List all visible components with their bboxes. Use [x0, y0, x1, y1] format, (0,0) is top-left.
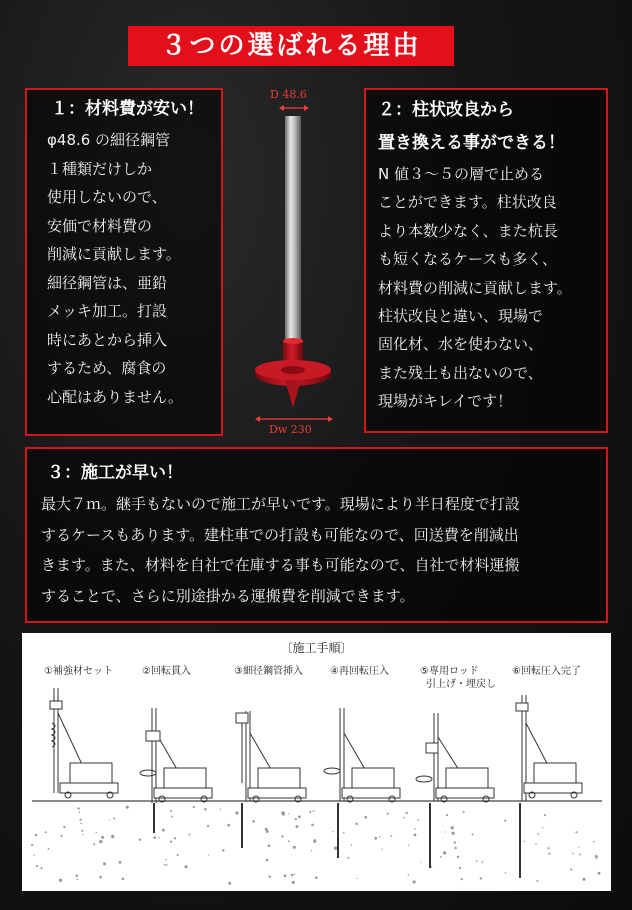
- soil-speckle: [544, 814, 546, 816]
- soil-speckle: [355, 823, 358, 826]
- helix-diameter-label: Dw 230: [269, 423, 312, 436]
- reason-3-heading: ３：施工が早い！: [47, 463, 183, 483]
- soil-speckle: [315, 876, 318, 879]
- soil-speckle: [292, 881, 295, 884]
- reason-2-heading-line1: ２：柱状改良から: [378, 100, 514, 120]
- reason-3-line: するケースもあります。建柱車での打設も可能なので、回送費を削減出: [41, 525, 519, 544]
- reason-1-line: 時にあとから挿入: [47, 330, 168, 349]
- soil-speckle: [33, 855, 34, 856]
- soil-speckle: [268, 844, 271, 847]
- soil-speckle: [504, 820, 506, 822]
- soil-speckle: [480, 877, 482, 879]
- soil-speckle: [547, 847, 549, 849]
- soil-speckle: [537, 833, 539, 835]
- soil-speckle: [281, 811, 284, 814]
- soil-speckle: [413, 880, 416, 883]
- soil-speckle: [414, 833, 417, 836]
- soil-speckle: [598, 872, 601, 875]
- soil-speckle: [45, 831, 47, 833]
- soil-speckle: [113, 818, 115, 820]
- soil-speckle: [314, 839, 316, 841]
- soil-speckle: [332, 831, 333, 832]
- reason-2-line: より本数少なく、また杭長: [378, 221, 558, 240]
- reason-1-line: 心配はありません。: [47, 387, 183, 406]
- soil-speckle: [347, 857, 349, 859]
- step-4-label: ④再回転圧入: [330, 666, 389, 677]
- soil-speckle: [524, 841, 525, 842]
- reason-1-line: 細径鋼管は、亜鉛: [47, 273, 168, 292]
- reason-1-line: １種類だけしか: [47, 159, 153, 178]
- step-2-label: ②回転貫入: [142, 666, 191, 677]
- pipe-diameter-label: D 48.6: [270, 88, 307, 101]
- soil-speckle: [40, 867, 42, 869]
- soil-speckle: [579, 854, 581, 856]
- soil-speckle: [170, 810, 172, 812]
- soil-speckle: [82, 834, 83, 835]
- soil-speckle: [76, 874, 79, 877]
- soil-speckle: [288, 840, 290, 842]
- reason-1-text: [47, 126, 221, 411]
- soil-speckle: [406, 812, 408, 814]
- soil-speckle: [593, 841, 595, 843]
- soil-speckle: [101, 836, 104, 839]
- soil-speckle: [252, 820, 255, 823]
- soil-speckle: [595, 855, 598, 858]
- soil-speckle: [185, 865, 188, 868]
- reason-1-line: 使用しないので、: [47, 188, 167, 206]
- soil-speckle: [204, 808, 207, 811]
- step-5-label: ⑤専用ロッド: [420, 666, 479, 677]
- reason-2-line: また残土も出ないので、: [378, 363, 543, 382]
- soil-speckle: [311, 824, 314, 827]
- soil-speckle: [296, 825, 299, 828]
- soil-speckle: [79, 819, 81, 821]
- step-4-rig: [324, 708, 400, 858]
- soil-speckle: [36, 865, 38, 867]
- reason-2-line: 現場がキレイです！: [378, 392, 513, 411]
- soil-speckle: [472, 833, 474, 835]
- reason-3-line: することで、さらに別途掛かる運搬費を削減できます。: [41, 586, 415, 605]
- soil-speckle: [235, 811, 238, 814]
- soil-speckle: [78, 812, 80, 814]
- step-1-rig: [50, 688, 118, 798]
- soil-speckle: [374, 837, 377, 840]
- soil-speckle: [288, 813, 289, 814]
- soil-speckle: [171, 816, 173, 818]
- soil-speckle: [482, 861, 484, 863]
- soil-speckle: [445, 831, 446, 832]
- soil-speckle: [153, 836, 156, 839]
- soil-speckle: [356, 878, 357, 879]
- soil-speckle: [536, 880, 538, 882]
- soil-speckle: [454, 847, 456, 849]
- soil-speckle: [451, 832, 454, 835]
- reason-1-heading: １：材料費が安い！: [51, 99, 204, 119]
- reason-2-line: ことができます。柱状改良: [378, 193, 557, 212]
- reason-1-box: [25, 88, 223, 436]
- step-6-label: ⑥回転圧入完了: [512, 666, 581, 677]
- soil-speckle: [222, 849, 224, 851]
- soil-speckle: [170, 840, 172, 842]
- soil-speckle: [443, 851, 446, 854]
- soil-speckle: [266, 859, 269, 862]
- step-2-rig: [140, 708, 212, 833]
- soil-speckle: [309, 811, 311, 813]
- soil-speckle: [166, 864, 168, 866]
- soil-speckle: [408, 874, 410, 876]
- soil-speckle: [334, 847, 337, 850]
- soil-speckle: [31, 844, 33, 846]
- construction-procedure-panel: [22, 633, 611, 891]
- soil-speckle: [80, 823, 82, 825]
- soil-speckle: [440, 856, 442, 858]
- soil-speckle: [596, 858, 598, 860]
- soil-speckle: [291, 874, 294, 877]
- soil-speckle: [103, 862, 106, 865]
- soil-speckle: [165, 859, 167, 861]
- soil-speckle: [453, 841, 455, 843]
- reason-1-line: φ48.6 の細径鋼管: [47, 131, 171, 149]
- reason-3-text: [41, 489, 606, 611]
- reason-1-line: するため、腐食の: [47, 359, 167, 377]
- soil-speckle: [379, 836, 380, 837]
- step-3-rig: [236, 711, 306, 848]
- soil-speckle: [446, 814, 448, 816]
- reason-1-line: メッキ加工。打設: [47, 302, 168, 320]
- soil-speckle: [572, 853, 574, 855]
- soil-speckle: [381, 848, 382, 849]
- soil-speckle: [294, 874, 295, 875]
- soil-speckle: [570, 869, 572, 871]
- soil-speckle: [35, 834, 37, 836]
- soil-speckle: [109, 819, 110, 820]
- soil-speckle: [298, 815, 301, 818]
- soil-speckle: [59, 879, 62, 882]
- soil-speckle: [295, 818, 297, 820]
- soil-speckle: [220, 808, 221, 809]
- soil-speckle: [582, 878, 585, 881]
- soil-speckle: [77, 807, 79, 809]
- soil-speckle: [403, 817, 405, 819]
- soil-speckle: [542, 827, 543, 828]
- soil-speckle: [177, 854, 179, 856]
- reason-3-line: 最大７ｍ。継手もないので施工が早いです。現場により半日程度で打設: [41, 495, 520, 513]
- reason-2-text: [378, 160, 606, 416]
- reason-3-line: きます。また、材料を自社で在庫する事も可能なので、自社で材料運搬: [41, 556, 520, 574]
- soil-speckle: [505, 872, 507, 874]
- soil-speckle: [463, 811, 465, 813]
- procedure-title: 〔施工手順〕: [280, 641, 353, 655]
- soil-speckle: [99, 840, 102, 843]
- soil-speckle: [387, 813, 389, 815]
- soil-speckle: [451, 826, 454, 829]
- soil-speckle: [390, 835, 392, 837]
- soil-speckle: [364, 816, 367, 819]
- soil-speckle: [77, 878, 79, 880]
- soil-speckle: [548, 853, 550, 855]
- step-3-label: ③細径鋼管挿入: [234, 666, 303, 677]
- soil-speckle: [459, 867, 461, 869]
- soil-speckle: [228, 882, 231, 885]
- soil-speckle: [313, 810, 315, 812]
- reason-3-box: [25, 447, 608, 623]
- soil-speckle: [162, 829, 165, 832]
- soil-speckle: [81, 830, 83, 832]
- soil-speckle: [188, 834, 190, 836]
- soil-speckle: [164, 864, 166, 866]
- reason-2-line: も短くなるケースも多く、: [378, 250, 557, 269]
- soil-speckle: [281, 835, 283, 837]
- steel-pipe-illustration: [245, 86, 345, 436]
- step-5-sublabel: 引上げ・埋戻し: [426, 679, 496, 690]
- step-6-rig: [516, 695, 582, 878]
- step-1-label: ①補強材セット: [44, 666, 113, 677]
- soil-speckle: [126, 806, 129, 809]
- reason-2-line: 材料費の削減に貢献します。: [378, 278, 572, 297]
- steel-pipe-drawing: [245, 86, 345, 436]
- soil-speckle: [414, 828, 416, 830]
- soil-speckle: [193, 806, 195, 808]
- soil-speckle: [417, 819, 419, 821]
- soil-speckle: [408, 845, 409, 846]
- step-5-rig: [416, 713, 494, 868]
- soil-speckle: [293, 846, 296, 849]
- soil-speckle: [535, 843, 537, 845]
- reason-2-line: 柱状改良と違い、現場で: [378, 307, 544, 326]
- soil-speckle: [95, 832, 96, 833]
- soil-speckle: [48, 848, 50, 850]
- soil-speckle: [174, 837, 176, 839]
- soil-speckle: [311, 850, 312, 851]
- reason-1-line: 削減に貢献します。: [47, 245, 181, 263]
- soil-speckle: [139, 838, 141, 840]
- soil-speckle: [63, 826, 65, 828]
- soil-speckle: [99, 876, 102, 879]
- soil-speckle: [284, 874, 287, 877]
- soil-speckle: [208, 854, 209, 855]
- soil-speckle: [457, 856, 459, 858]
- page-title: ３つの選ばれる理由: [128, 26, 454, 66]
- soil-speckle: [420, 862, 421, 863]
- soil-speckle: [269, 875, 271, 877]
- soil-speckle: [431, 866, 432, 867]
- soil-speckle: [93, 843, 95, 845]
- reason-2-box: [364, 88, 608, 433]
- soil-speckle: [159, 837, 160, 838]
- soil-speckle: [111, 835, 114, 838]
- soil-speckle: [227, 824, 230, 827]
- reason-1-line: 安価で材料費の: [47, 216, 153, 235]
- soil-speckle: [207, 825, 209, 827]
- soil-speckle: [119, 861, 122, 864]
- soil-speckle: [351, 844, 353, 846]
- soil-speckle: [343, 832, 345, 834]
- soil-speckle: [122, 878, 125, 881]
- soil-speckle: [461, 878, 463, 880]
- reason-2-heading-line2: 置き換える事ができる！: [378, 133, 565, 153]
- reason-2-line: 固化材、水を使わない、: [378, 335, 544, 354]
- soil-speckle: [60, 835, 62, 837]
- soil-speckle: [314, 840, 316, 842]
- soil-speckle: [476, 860, 478, 862]
- soil-speckle: [575, 831, 577, 833]
- reason-2-line: N 値３～５の層で止める: [378, 165, 544, 183]
- soil-speckle: [578, 846, 579, 847]
- soil-speckle: [266, 830, 269, 833]
- procedure-diagram: [22, 633, 611, 891]
